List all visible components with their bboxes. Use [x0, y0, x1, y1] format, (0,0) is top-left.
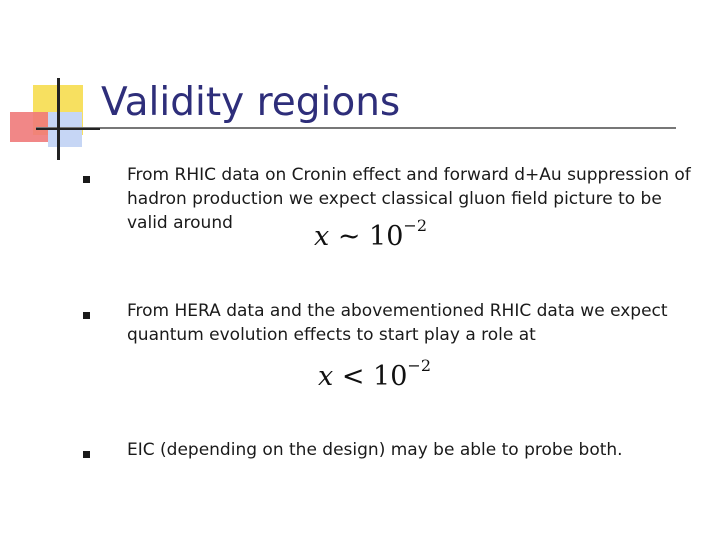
- formula-2-base: 10: [373, 361, 408, 392]
- bullet-marker: [83, 312, 90, 319]
- formula-1-var: x: [314, 221, 330, 252]
- formula-2-op: <: [341, 361, 365, 392]
- formula-2: [318, 356, 431, 392]
- bullet-text-1: From RHIC data on Cronin effect and forward d+Au suppression of hadron production we expect classical gluon field picture to be valid around: [127, 165, 691, 233]
- bullet-marker: [83, 176, 90, 183]
- formula-1-exp: −2: [403, 216, 427, 235]
- bullet-marker: [83, 451, 90, 458]
- bullet-text-3: EIC (depending on the design) may be able to probe both.: [127, 440, 623, 460]
- formula-1: [314, 216, 427, 252]
- formula-1-base: 10: [369, 221, 404, 252]
- formula-2-var: x: [318, 361, 334, 392]
- bullet-text-2: From HERA data and the abovementioned RHIC data we expect quantum evolution effects to start play a role at: [127, 301, 668, 345]
- slide-title: Validity regions: [101, 80, 401, 125]
- formula-1-op: ~: [337, 221, 361, 252]
- title-underline: [36, 127, 676, 129]
- formula-2-exp: −2: [407, 356, 431, 375]
- decor-dark-line: [36, 128, 100, 130]
- decor-vertical-line: [57, 78, 60, 160]
